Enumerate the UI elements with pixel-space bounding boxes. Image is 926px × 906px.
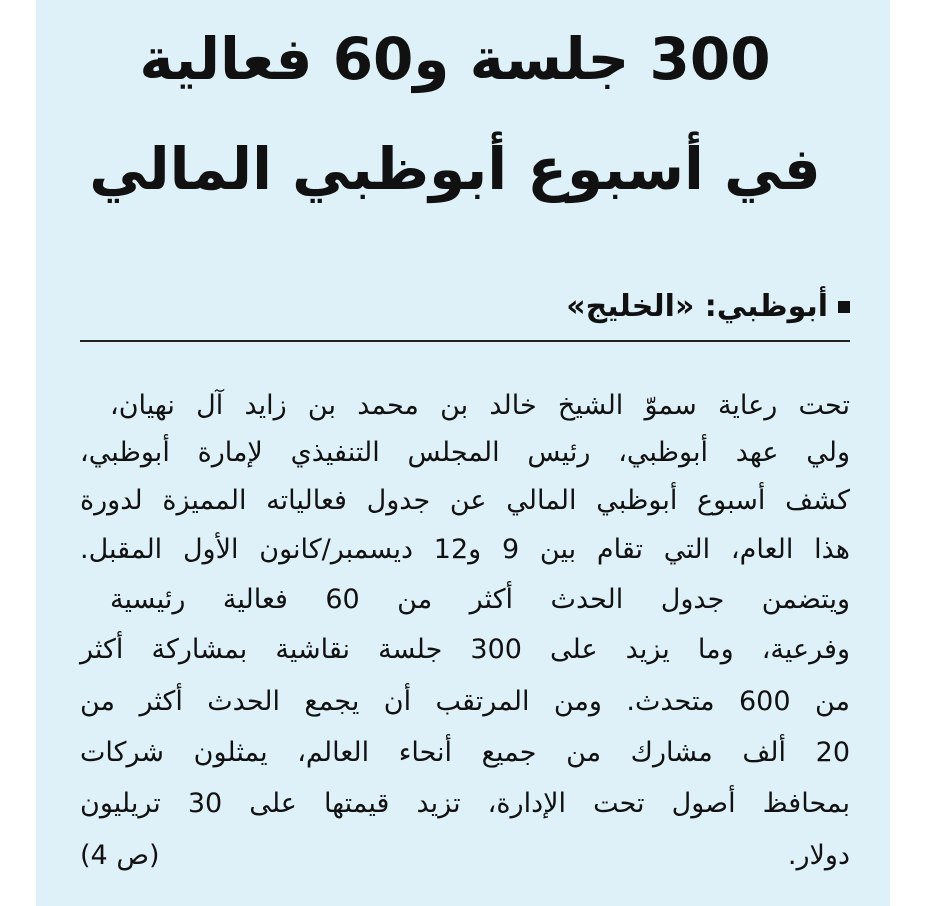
body-line-9: بمحافظ أصول تحت الإدارة، تزيد قيمتها على 30 تريليون: [80, 788, 850, 819]
body-line-3: كشف أسبوع أبوظبي المالي عن جدول فعالياته المميزة لدورة: [80, 485, 850, 516]
body-line-7: من 600 متحدث. ومن المرتقب أن يجمع الحدث أكثر من: [80, 686, 850, 717]
body-line-1: تحت رعاية سموّ الشيخ خالد بن محمد بن زايد آل نهيان،: [110, 390, 850, 421]
body-line-2: ولي عهد أبوظبي، رئيس المجلس التنفيذي لإمارة أبوظبي،: [80, 437, 850, 468]
page-reference: (ص 4): [80, 840, 160, 871]
body-line-4: هذا العام، التي تقام بين 9 و12 ديسمبر/كانون الأول المقبل.: [80, 534, 850, 565]
body-line-6: وفرعية، وما يزيد على 300 جلسة نقاشية بمشاركة أكثر: [80, 634, 850, 665]
body-line-8: 20 ألف مشارك من جميع أنحاء العالم، يمثلون شركات: [80, 737, 850, 768]
byline: [566, 289, 850, 324]
square-bullet-icon: [838, 301, 850, 313]
divider-rule: [80, 340, 850, 342]
byline-text: أبوظبي: «الخليج»: [566, 289, 828, 324]
body-line-10: دولار.: [787, 840, 850, 871]
headline-line-2: في أسبوع أبوظبي المالي: [89, 135, 821, 203]
headline-line-1: 300 جلسة و60 فعالية: [139, 25, 771, 93]
body-line-5: ويتضمن جدول الحدث أكثر من 60 فعالية رئيسية: [110, 584, 850, 615]
